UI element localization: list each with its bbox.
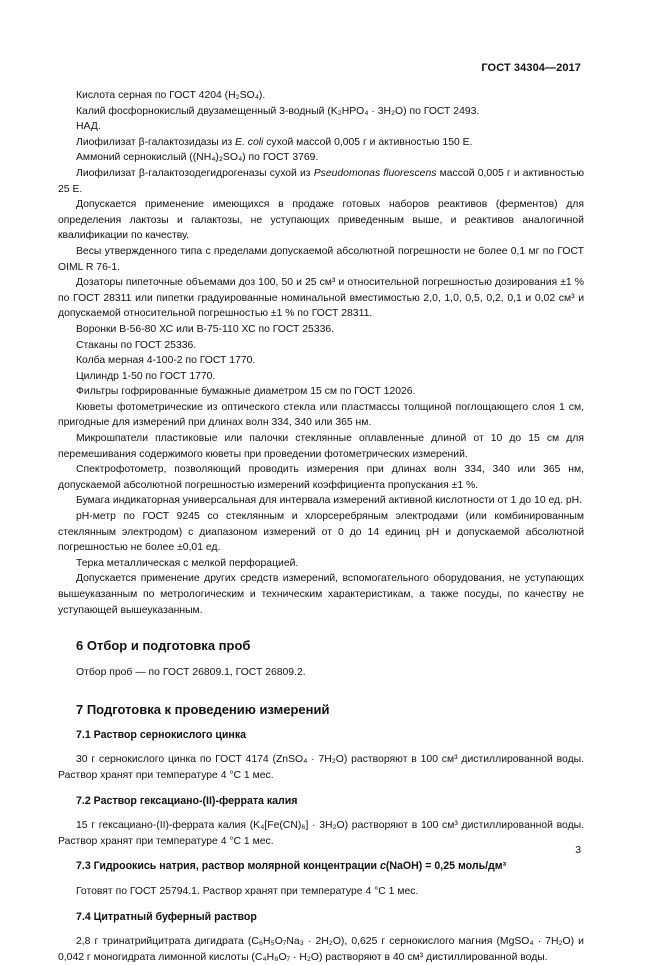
list-item: Стаканы по ГОСТ 25336. [76,339,197,351]
list-item-text: массой 0,005 г и активностью 25 Е. [58,167,584,195]
subsection-7-4-heading: 7.4 Цитратный буферный раствор [76,910,257,923]
list-item: Воронки В-56-80 ХС или В-75-110 ХС по ГОСТ 25336. [76,323,335,335]
paragraph: Допускается применение других средств измерений, вспомогательного оборудования, не уступающих вышеуказанным по метрологическим и техническим характеристикам, а также посуды, по качеству не уступающей вышеуказанным. [58,573,584,616]
list-item-text: Лиофилизат β-галактозидазы из [76,136,236,148]
subsection-7-2-text: 15 г гексациано-(II)-феррата калия (K₄[Fe(CN)₆] · 3H₂O) растворяют в 100 см³ дистиллированной воды. Раствор хранят при температуре 4 °С 1 мес. [58,820,584,847]
section-7-heading: 7 Подготовка к проведению измерений [76,701,330,717]
list-item: Микрошпатели пластиковые или палочки стеклянные оплавленные длиной от 10 до 15 см для перемешивания содержимого кюветы при проведении фотометрических измерений. [58,433,584,460]
list-item: Весы утвержденного типа с пределами допускаемой абсолютной погрешности не более 0,1 мг по ГОСТ OIML R 76-1. [58,245,584,273]
list-item: Калий фосфорнокислый двузамещенный 3-водный (K₂HPO₄ · 3H₂O) по ГОСТ 2493. [76,105,480,117]
list-item-text: Лиофилизат β-галактозодегидрогеназы сухой из [76,167,314,179]
concentration-symbol: c [379,860,386,873]
subsection-7-3-heading [58,859,584,875]
heading-text: 7.3 Гидроокись натрия, раствор молярной концентрации [76,860,380,873]
list-item: Цилиндр 1-50 по ГОСТ 1770. [76,370,216,382]
subsection-7-1-heading: 7.1 Раствор сернокислого цинка [76,728,247,741]
page-number: 3 [575,845,581,856]
list-item: pH-метр по ГОСТ 9245 со стеклянным и хлорсеребряным электродами (или комбинированным стеклянным электродом) с диапазоном измерений от 0 до 14 единиц pH и допускаемой абсолютной погрешностью не более ±0,01 ед. [58,511,584,554]
list-item: Фильтры гофрированные бумажные диаметром 15 см по ГОСТ 12026. [76,386,416,398]
heading-text: (NaOH) = 0,25 моль/дм³ [385,860,507,873]
list-item: Терка металлическая с мелкой перфорацией. [76,557,299,569]
list-item: Бумага индикаторная универсальная для интервала измерений активной кислотности от 1 до 10 ед. pH. [76,495,583,507]
section-6-heading: 6 Отбор и подготовка проб [76,638,251,654]
list-item: Аммоний сернокислый ((NH₄)₂SO₄) по ГОСТ 3769. [76,152,319,164]
organism-name: Pseudomonas fluorescens [313,167,437,179]
paragraph: Допускается применение имеющихся в продаже готовых наборов реактивов (ферментов) для определения лактозы и галактозы, не уступающих приведенным выше, и реактивов аналогичной квалификации по качеству. [58,199,584,242]
list-item: Спектрофотометр, позволяющий проводить измерения при длинах волн 334, 340 или 365 нм, допускаемой абсолютной погрешностью измерений коэффициента пропускания ±1 %. [58,464,584,491]
list-item: Кислота серная по ГОСТ 4204 (H₂SO₄). [76,90,266,101]
list-item: НАД. [76,121,101,133]
list-item-text: сухой массой 0,005 г и активностью 150 Е. [263,136,473,148]
subsection-7-3-text: Готовят по ГОСТ 25794.1. Раствор хранят при температуре 4 °С 1 мес. [76,885,419,897]
subsection-7-2-heading: 7.2 Раствор гексациано-(II)-феррата калия [76,794,298,807]
list-item: Колба мерная 4-100-2 по ГОСТ 1770. [76,355,256,367]
standard-code-header: ГОСТ 34304—2017 [481,62,581,74]
subsection-7-4-text: 2,8 г тринатрийцитрата дигидрата (C₆H₅O₇Na₃ · 2H₂O), 0,625 г сернокислого магния (MgSO₄ · 7H₂O) и 0,042 г моногидрата лимонной кислоты (C₄H₈O₇ · H₂O) растворяют в 40 см³ дистиллированной воды. [58,936,584,963]
organism-name: E. coli [235,136,264,148]
section-6-text: Отбор проб — по ГОСТ 26809.1, ГОСТ 26809.2. [76,667,306,679]
list-item: Кюветы фотометрические из оптического стекла или пластмассы толщиной поглощающего слоя 1 см, пригодные для измерений при длинах волн 334, 340 или 365 нм. [58,401,584,429]
list-item [58,166,584,197]
list-item: Дозаторы пипеточные объемами доз 100, 50 и 25 см³ и относительной погрешностью дозирования ±1 % по ГОСТ 28311 или пипетки градуированные номинальной вместимостью 2,0, 1,0, 0,5, 0,2, 0,1 и 0,02 см³ и допускаемой относительной погрешностью ±1 % по ГОСТ 28311. [58,277,584,320]
page-body [58,88,584,965]
list-item [58,135,584,151]
subsection-7-1-text: 30 г сернокислого цинка по ГОСТ 4174 (ZnSO₄ · 7H₂O) растворяют в 100 см³ дистиллированной воды. Раствор хранят при температуре 4 °С 1 мес. [58,754,584,781]
